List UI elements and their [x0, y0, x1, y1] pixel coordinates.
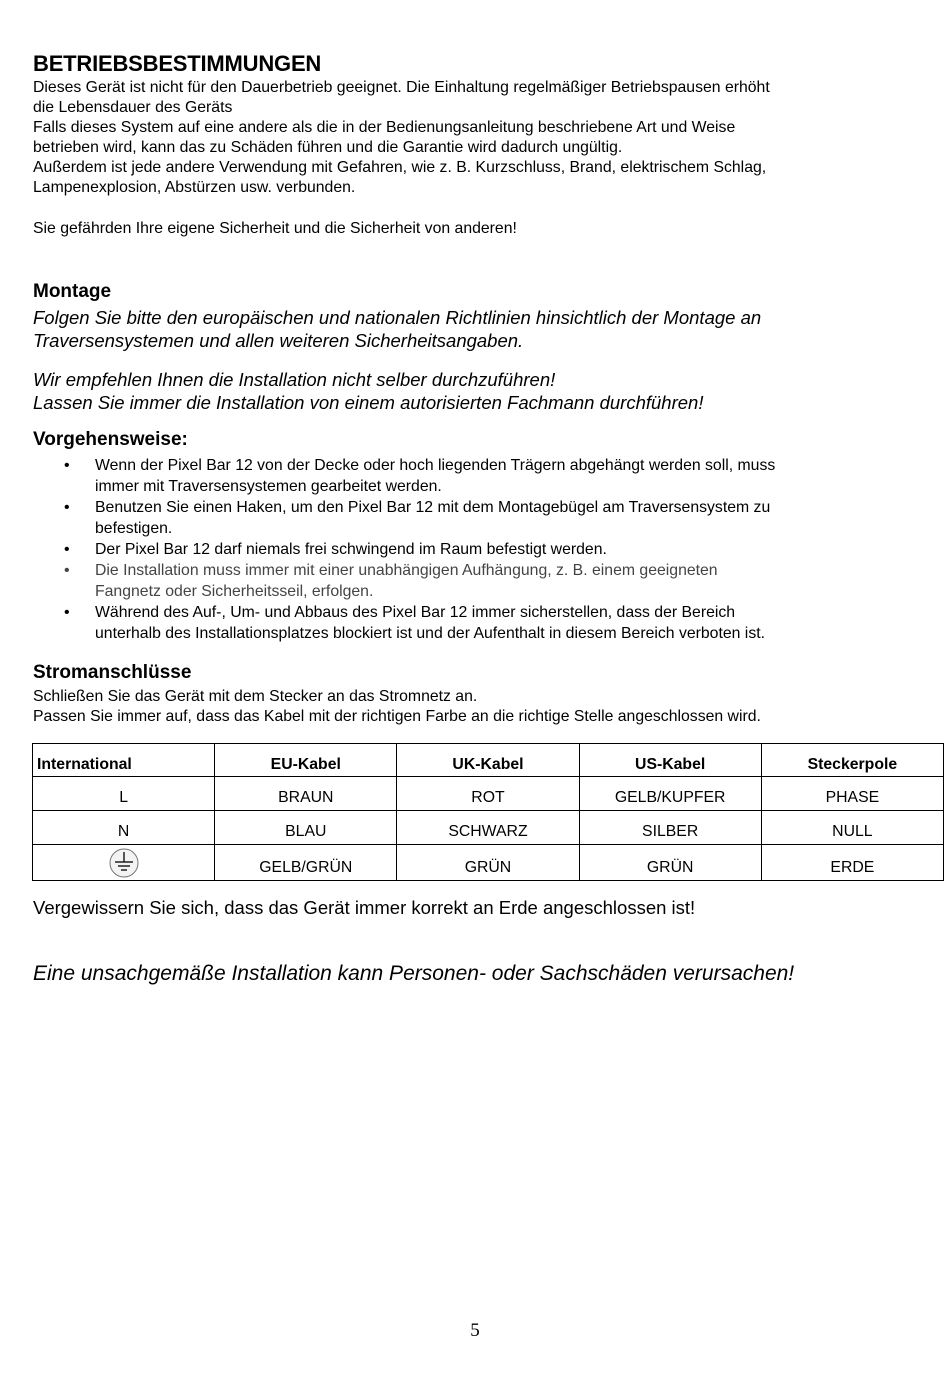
table-cell: NULL	[761, 811, 943, 845]
montage-title: Montage	[33, 281, 112, 302]
cable-table	[32, 743, 944, 881]
table-cell: GELB/KUPFER	[579, 777, 761, 811]
strom-title: Stromanschlüsse	[33, 662, 192, 683]
page-number: 5	[470, 1320, 480, 1341]
list-item-line: • Der Pixel Bar 12 darf niemals frei schwingend im Raum befestigt werden.	[95, 541, 607, 558]
table-row	[33, 777, 944, 811]
strom-line: Passen Sie immer auf, dass das Kabel mit der richtigen Farbe an die richtige Stelle angeschlossen wird.	[33, 708, 761, 725]
table-cell: GELB/GRÜN	[215, 845, 397, 881]
table-header: International	[33, 744, 215, 777]
table-header: Steckerpole	[761, 744, 943, 777]
list-item-line: • Die Installation muss immer mit einer unabhängigen Aufhängung, z. B. einem geeigneten	[95, 562, 718, 579]
betrieb-line: betrieben wird, kann das zu Schäden führen und die Garantie wird dadurch ungültig.	[33, 139, 623, 156]
final-warning: Eine unsachgemäße Installation kann Personen- oder Sachschäden verursachen!	[33, 962, 795, 985]
table-cell: BLAU	[215, 811, 397, 845]
table-header: US-Kabel	[579, 744, 761, 777]
list-item	[33, 602, 933, 644]
table-cell: N	[33, 811, 215, 845]
ground-note: Vergewissern Sie sich, dass das Gerät immer korrekt an Erde angeschlossen ist!	[33, 897, 696, 918]
betrieb-line: die Lebensdauer des Geräts	[33, 99, 233, 116]
table-cell: ROT	[397, 777, 579, 811]
montage-line: Lassen Sie immer die Installation von einem autorisierten Fachmann durchführen!	[33, 392, 704, 413]
betrieb-line: Lampenexplosion, Abstürzen usw. verbunden.	[33, 179, 356, 196]
montage-line: Folgen Sie bitte den europäischen und nationalen Richtlinien hinsichtlich der Montage an	[33, 307, 762, 328]
betrieb-line: Außerdem ist jede andere Verwendung mit Gefahren, wie z. B. Kurzschluss, Brand, elektrischem Schlag,	[33, 159, 767, 176]
table-cell: ERDE	[761, 845, 943, 881]
montage-recommendation	[33, 368, 933, 414]
table-row	[33, 845, 944, 881]
table-header: EU-Kabel	[215, 744, 397, 777]
list-item	[33, 539, 933, 560]
strom-line: Schließen Sie das Gerät mit dem Stecker an das Stromnetz an.	[33, 688, 478, 705]
table-cell: SILBER	[579, 811, 761, 845]
betrieb-line: Falls dieses System auf eine andere als die in der Bedienungsanleitung beschriebene Art und Weise	[33, 119, 736, 136]
montage-line: Wir empfehlen Ihnen die Installation nicht selber durchzuführen!	[33, 369, 556, 390]
list-item-line: unterhalb des Installationsplatzes blockiert ist und der Aufenthalt in diesem Bereich verboten ist.	[95, 625, 765, 642]
table-cell: PHASE	[761, 777, 943, 811]
table-cell	[33, 845, 215, 881]
list-item	[33, 560, 933, 602]
vorgehen-title: Vorgehensweise:	[33, 429, 188, 450]
list-item-line: • Benutzen Sie einen Haken, um den Pixel Bar 12 mit dem Montagebügel am Traversensystem zu	[95, 499, 771, 516]
list-item	[33, 497, 933, 539]
strom-text	[33, 687, 933, 727]
betrieb-line: Dieses Gerät ist nicht für den Dauerbetrieb geeignet. Die Einhaltung regelmäßiger Betriebspausen erhöht	[33, 79, 770, 96]
list-item-line: befestigen.	[95, 520, 173, 537]
list-item-line: Fangnetz oder Sicherheitsseil, erfolgen.	[95, 583, 374, 600]
betrieb-title: BETRIEBSBESTIMMUNGEN	[33, 51, 322, 76]
list-item-line: • Wenn der Pixel Bar 12 von der Decke oder hoch liegenden Trägern abgehängt werden soll, muss	[95, 457, 776, 474]
table-cell: L	[33, 777, 215, 811]
list-item	[33, 455, 933, 497]
table-cell: SCHWARZ	[397, 811, 579, 845]
table-row	[33, 811, 944, 845]
vorgehen-list	[33, 455, 933, 644]
list-item-line: immer mit Traversensystemen gearbeitet werden.	[95, 478, 442, 495]
betrieb-text	[33, 78, 933, 198]
table-cell: BRAUN	[215, 777, 397, 811]
montage-text	[33, 306, 933, 352]
list-item-line: • Während des Auf-, Um- und Abbaus des Pixel Bar 12 immer sicherstellen, dass der Bereich	[95, 604, 736, 621]
table-cell: GRÜN	[397, 845, 579, 881]
betrieb-warning: Sie gefährden Ihre eigene Sicherheit und die Sicherheit von anderen!	[33, 220, 517, 237]
table-header: UK-Kabel	[397, 744, 579, 777]
table-cell: GRÜN	[579, 845, 761, 881]
earth-ground-icon	[107, 847, 141, 879]
table-header-row	[33, 744, 944, 777]
montage-line: Traversensystemen und allen weiteren Sicherheitsangaben.	[33, 330, 524, 351]
